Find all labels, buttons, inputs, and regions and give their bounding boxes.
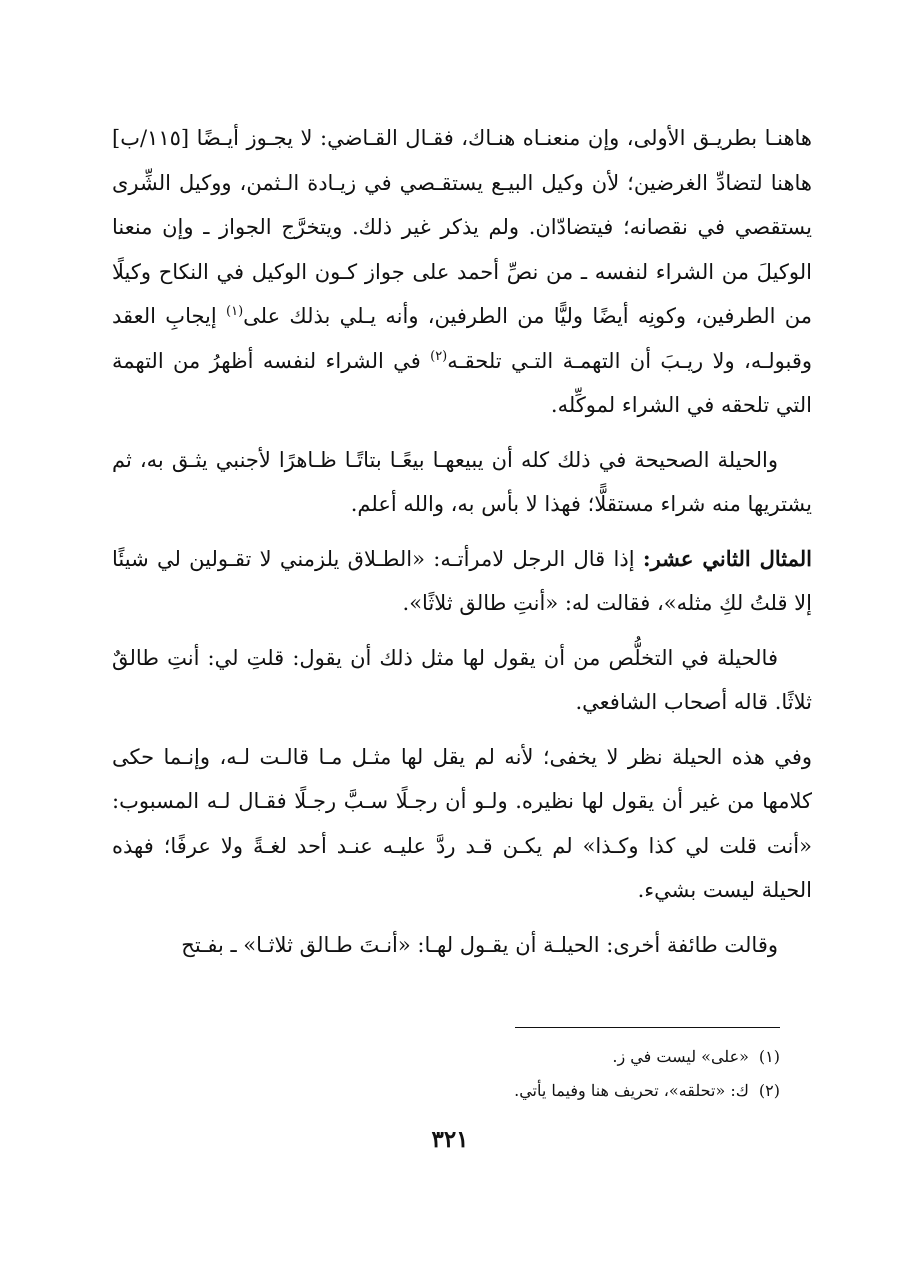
- footnote-divider: [515, 1027, 780, 1028]
- main-text: [112, 116, 812, 967]
- paragraph-3-text: إذا قال الرجل لامرأتـه: «الطـلاق يلزمني لا تقـولين لي شيئًا إلا قلتُ لكِ مثله»، فقالت له: «أنتِ طالق ثلاثًا».: [112, 546, 812, 615]
- paragraph-5: [112, 735, 812, 913]
- footnotes: [180, 1040, 780, 1108]
- paragraph-1-text: هاهنـا بطريـق الأولى، وإن منعنـاه هنـاك، فقـال القـاضي: لا يجـوز أيـضًا [١١٥/ب] هاهنا لتضادِّ الغرضين؛ لأن وكيل البيـع يستقـصي في زيـادة الـثمن، ووكيل الشِّرى يستقصي في نقصانه؛ فيتضادّان. ولم يذكر غير ذلك. ويتخرَّج الجواز ـ وإن منعنا الوكيلَ من الشراء لنفسه ـ من نصِّ أحمد على جواز كـون الوكيل في النكاح وكيلًا من الطرفين، وكونِه أيضًا وليًّا من الطرفين، وأنه يـلي بذلك على: [112, 126, 813, 328]
- footnote-2-text: ك: «تحلقه»، تحريف هنا وفيما يأتي.: [514, 1081, 749, 1100]
- footnote-1-number: (١): [758, 1047, 780, 1066]
- footnote-1-text: «على» ليست في ز.: [612, 1047, 749, 1066]
- paragraph-1-text-2: إيجابِ العقد وقبولـه، ولا ريـبَ أن التهمـة التـي تلحقـه: [112, 304, 812, 373]
- paragraph-2: [112, 438, 812, 527]
- paragraph-2-text: والحيلة الصحيحة في ذلك كله أن يبيعهـا بيعًـا بتاتًـا ظـاهرًا لأجنبي يثـق به، ثم يشتريها منه شراء مستقلًّا؛ فهذا لا بأس به، والله أعلم.: [112, 447, 812, 516]
- footnote-1: [180, 1040, 780, 1074]
- paragraph-6: [112, 923, 812, 968]
- paragraph-5-text: وفي هذه الحيلة نظر لا يخفى؛ لأنه لم يقل لها مثـل مـا قالـت لـه، وإنـما حكى كلامها من غير أن يقول لها نظيره. ولـو أن رجـلًا سـبَّ رجـلًا فقـال لـه المسبوب: «أنت قلت لي كذا وكـذا» لم يكـن قـد ردَّ عليـه عنـد أحد لغـةً ولا عرفًا؛ فهذه الحيلة ليست بشيء.: [112, 744, 812, 902]
- paragraph-6-text: وقالت طائفة أخرى: الحيلـة أن يقـول لهـا: «أنـتَ طـالق ثلاثـا» ـ بفـتح: [181, 932, 778, 957]
- paragraph-3: [112, 537, 812, 626]
- paragraph-4: [112, 636, 812, 725]
- paragraph-4-text: فالحيلة في التخلُّص من أن يقول لها مثل ذلك أن يقول: قلتِ لي: أنتِ طالقٌ ثلاثًا. قاله أصحاب الشافعي.: [112, 645, 812, 714]
- paragraph-1-text-3: في الشراء لنفسه أظهرُ من التهمة التي تلحقه في الشراء لموكِّله.: [112, 348, 812, 417]
- footnote-2-number: (٢): [758, 1081, 780, 1100]
- footnote-ref-1[interactable]: (١): [226, 304, 244, 319]
- paragraph-1: [112, 116, 812, 428]
- footnote-2: [180, 1074, 780, 1108]
- page-number: ٣٢١: [431, 1126, 469, 1153]
- example-heading: المثال الثاني عشر:: [642, 545, 812, 571]
- footnote-ref-2[interactable]: (٢): [430, 348, 448, 364]
